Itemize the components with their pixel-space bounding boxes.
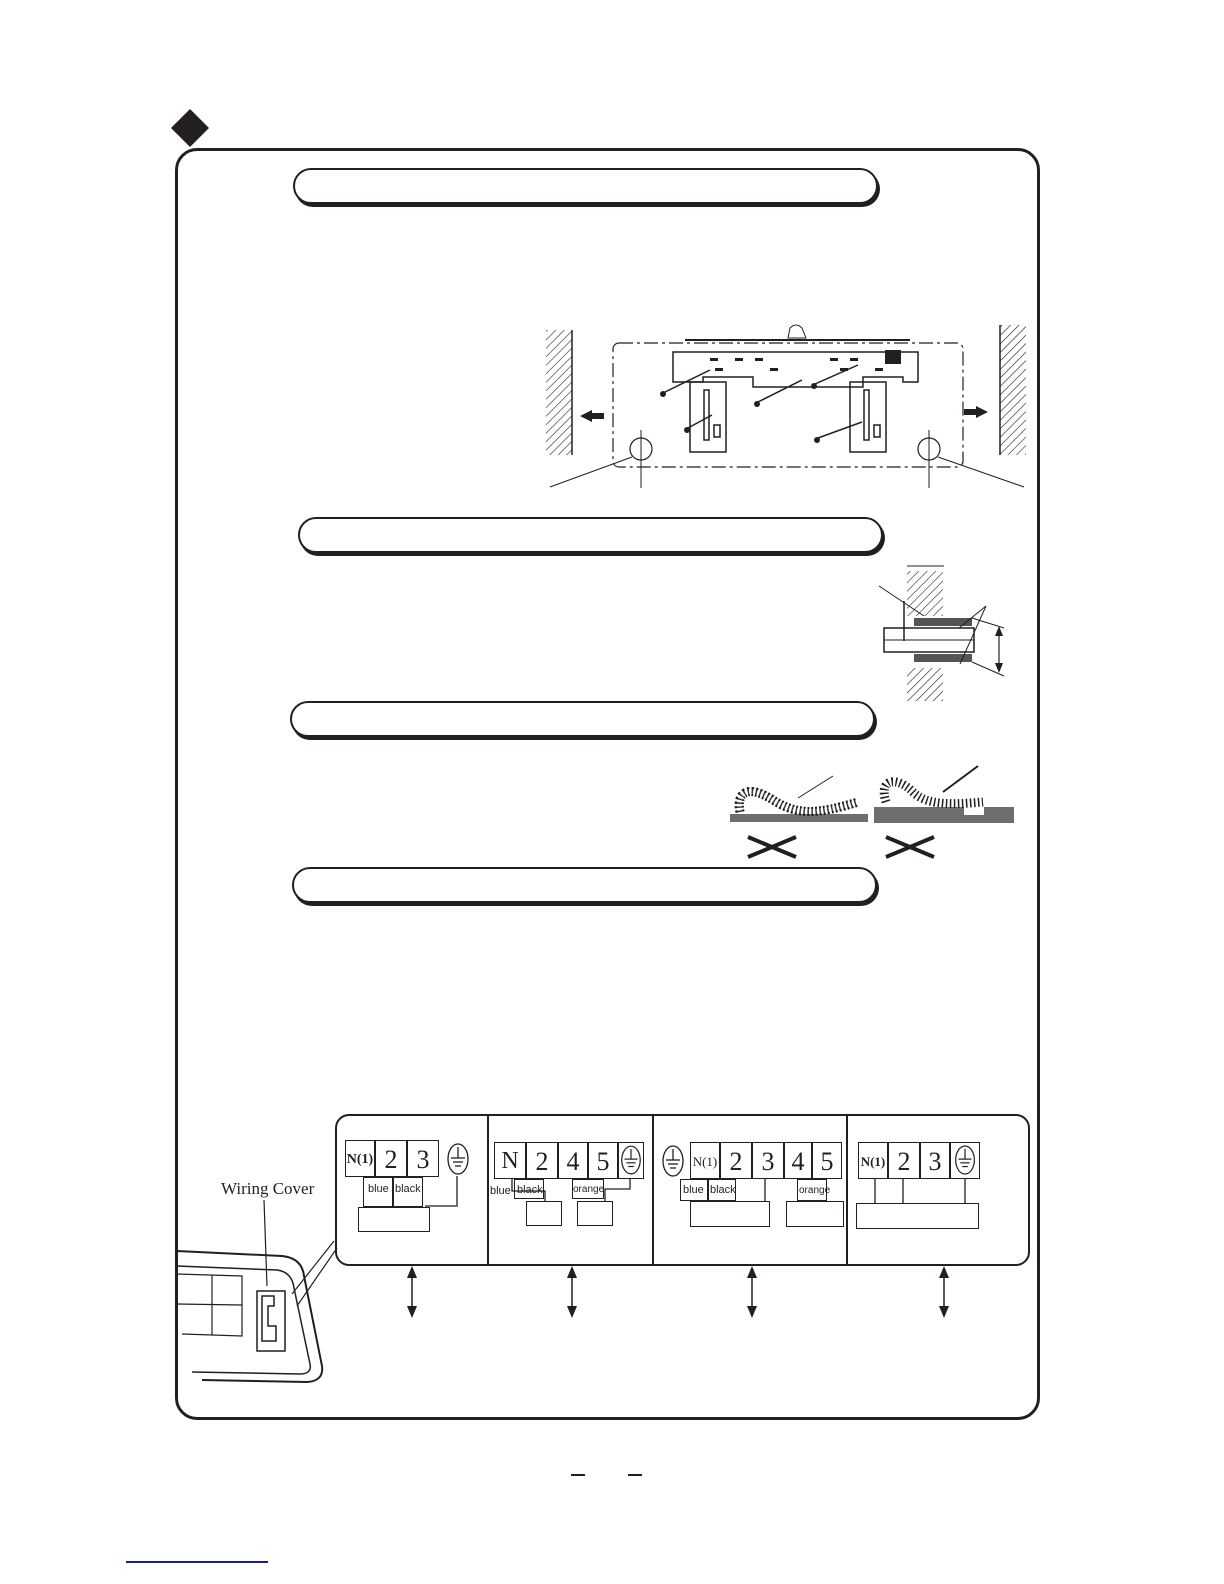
section-heading-1 — [293, 168, 878, 204]
terminal-3: 3 — [407, 1140, 439, 1177]
connector-box — [577, 1201, 613, 1226]
wire-color-blue: blue — [683, 1184, 704, 1196]
ground-icon — [618, 1142, 644, 1179]
double-arrow-icon — [402, 1266, 422, 1318]
wall-left — [546, 330, 572, 455]
wire-color-black: black — [517, 1184, 543, 1196]
drain-hose-diagram — [728, 762, 1018, 862]
terminal-5: 5 — [588, 1142, 618, 1179]
section-heading-4 — [292, 867, 877, 903]
terminal-2: 2 — [888, 1142, 920, 1179]
terminal-n1: N(1) — [858, 1142, 888, 1179]
connector-box — [786, 1201, 844, 1227]
terminal-2: 2 — [526, 1142, 558, 1179]
wire-color-orange: orange — [573, 1184, 605, 1195]
section-heading-2 — [298, 517, 883, 553]
connector-box — [526, 1201, 562, 1226]
cross-mark-icon — [748, 837, 934, 857]
wire-color-orange: orange — [799, 1185, 831, 1196]
double-arrow-icon — [562, 1266, 582, 1318]
double-arrow-icon — [934, 1266, 954, 1318]
connector-box — [856, 1203, 979, 1229]
wall-hole-diagram — [874, 556, 1014, 706]
footnote-rule — [126, 1561, 268, 1563]
ground-icon — [661, 1144, 685, 1178]
terminal-n1: N(1) — [690, 1142, 720, 1179]
ground-wire — [425, 1176, 465, 1210]
terminal-4: 4 — [558, 1142, 588, 1179]
ground-icon — [950, 1142, 980, 1179]
double-arrow-icon — [742, 1266, 762, 1318]
connector-box — [690, 1201, 770, 1227]
terminal-5: 5 — [812, 1142, 842, 1179]
terminal-2: 2 — [720, 1142, 752, 1179]
terminal-3: 3 — [752, 1142, 784, 1179]
diamond-bullet-icon — [171, 109, 209, 147]
wire-lines — [735, 1179, 775, 1203]
wiring-cover-label: Wiring Cover — [221, 1179, 315, 1198]
panel-divider — [487, 1114, 489, 1266]
wire-color-black: black — [395, 1183, 421, 1195]
wire-lines — [505, 1179, 635, 1203]
indoor-unit-diagram — [172, 1196, 342, 1390]
panel-divider — [652, 1114, 654, 1266]
page-number-mark — [628, 1474, 642, 1476]
ground-icon — [446, 1142, 470, 1176]
wire-color-black: black — [710, 1184, 736, 1196]
connector-box — [358, 1207, 430, 1232]
mounting-plate-diagram — [540, 320, 1030, 492]
wall-right — [1000, 325, 1026, 455]
wire-color-blue: blue — [490, 1185, 511, 1197]
wire-color-blue: blue — [368, 1183, 389, 1195]
terminal-3: 3 — [920, 1142, 950, 1179]
wire-lines — [870, 1179, 970, 1205]
page-number-mark — [571, 1474, 585, 1476]
section-heading-3 — [290, 701, 875, 737]
terminal-n1: N(1) — [345, 1140, 375, 1177]
terminal-2: 2 — [375, 1140, 407, 1177]
terminal-n: N — [494, 1142, 526, 1179]
terminal-4: 4 — [784, 1142, 812, 1179]
panel-divider — [846, 1114, 848, 1266]
